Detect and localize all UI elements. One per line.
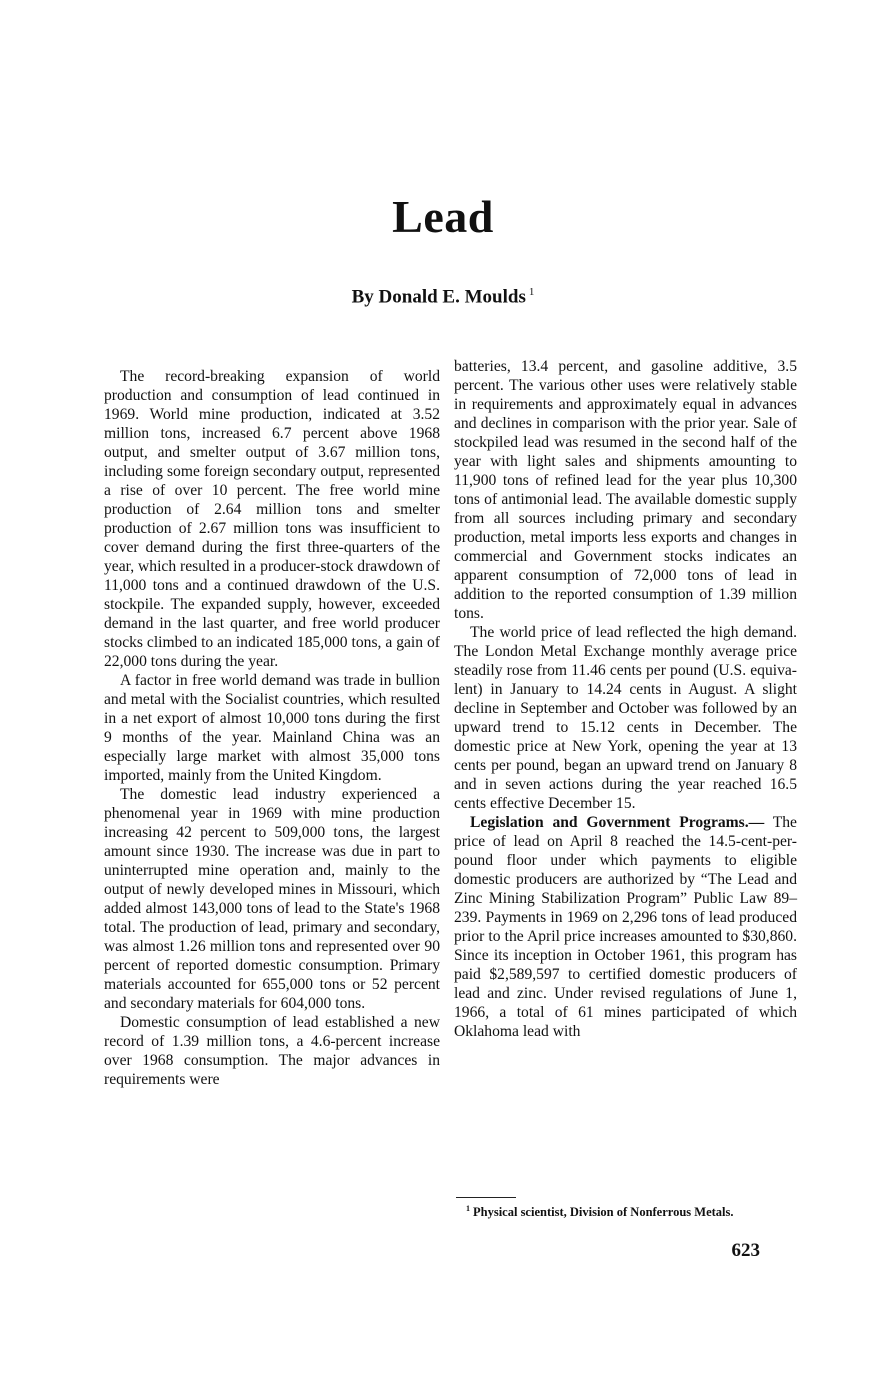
footnote-text: Physical scientist, Division of Nonferrous Metals. [473,1205,734,1220]
body-paragraph: A factor in free world demand was trade in bullion and metal with the Socialist countries, which resulted in a net export of almost 10,000 tons during the first 9 months of the year. Mainland China was an especially large market with almost 35,000 tons imported, mainly from the United Kingdom. [104,672,440,784]
page-number: 623 [731,1240,760,1261]
body-paragraph: The domestic lead industry experienced a phenomenal year in 1969 with mine production increasing 42 percent to 509,000 tons, the largest amount since 1930. The increase was due in part to uninterrupted mine operation and, mainly to the output of newly developed mines in Missouri, which added almost 143,000 tons of lead to the State's 1968 total. The production of lead, primary and secondary, was almost 1.26 million tons and represented over 90 percent of reported domestic consumption. Primary materials accounted for 655,000 tons or 52 percent and secondary materials for 604,000 tons. [104,786,440,1012]
continued-paragraph: batteries, 13.4 percent, and gasoline additive, 3.5 percent. The various other uses were relatively stable in requirements and approximately equal in advances and declines in comparison with the prior year. Sale of stockpiled lead was resumed in the second half of the year with light sales and shipments amounting to 11,900 tons of refined lead for the year plus 10,300 tons of antimonial lead. The available domestic supply from all sources including primary and secondary production, metal imports less exports and changes in commercial and Government stocks indicates an apparent consumption of 72,000 tons of lead in addition to the reported consumption of 1.39 million tons. [454,358,797,622]
article-title: Lead [392,191,494,242]
section-heading: Legislation and Government Programs.— [470,814,765,831]
footnote [466,1201,803,1220]
right-column [454,357,797,1041]
section-text: The price of lead on April 8 reached the 14.5-cent-per-pound floor under which payments to eligible domestic producers are authorized by “The Lead and Zinc Mining Stabilization Program” Public Law 89–239. Payments in 1969 on 2,296 tons of lead produced prior to the April price increases amounted to $30,860. Since its inception in October 1961, this program has paid $2,589,597 to certified domestic producers of lead and zinc. Under revised regulations of June 1, 1966, a total of 61 mines participated of which Oklahoma lead with [454,814,797,1040]
footnote-divider [456,1197,516,1198]
author-byline [0,286,886,308]
body-paragraph: The world price of lead reflected the high demand. The London Metal Exchange monthly average price steadily rose from 11.46 cents per pound (U.S. equivalent) in January to 14.24 cents in August. A slight decline in September and October was followed by an upward trend to 15.12 cents in December. The domestic price at New York, opening the year at 13 cents per pound, began an upward trend on January 8 and in seven actions during the year reached 16.5 cents effective December 15. [454,624,797,812]
byline-footnote-marker: 1 [528,286,535,298]
body-paragraph: The record-breaking expansion of world production and consumption of lead continued in 1969. World mine production, indicated at 3.52 million tons, increased 6.7 percent above 1968 output, and smelter output of 3.67 million tons, including some foreign secondary output, represented a rise of over 10 percent. The free world mine production of 2.64 million tons and smelter production of 2.67 million tons was insufficient to cover demand during the first three-quarters of the year, which resulted in a producer-stock drawdown of 11,000 tons and a continued drawdown of the U.S. stockpile. The expanded supply, however, exceeded demand in the last quarter, and free world producer stocks climbed to an indicated 185,000 tons, a gain of 22,000 tons during the year. [104,368,440,670]
body-paragraph: Domestic consumption of lead established a new record of 1.39 million tons, a 4.6-percent increase over 1968 consumption. The major advances in requirements were [104,1014,440,1088]
footnote-marker: 1 [466,1204,470,1213]
left-column [104,367,440,1089]
section-paragraph [454,813,797,1041]
author-name: By Donald E. Moulds [351,286,526,308]
